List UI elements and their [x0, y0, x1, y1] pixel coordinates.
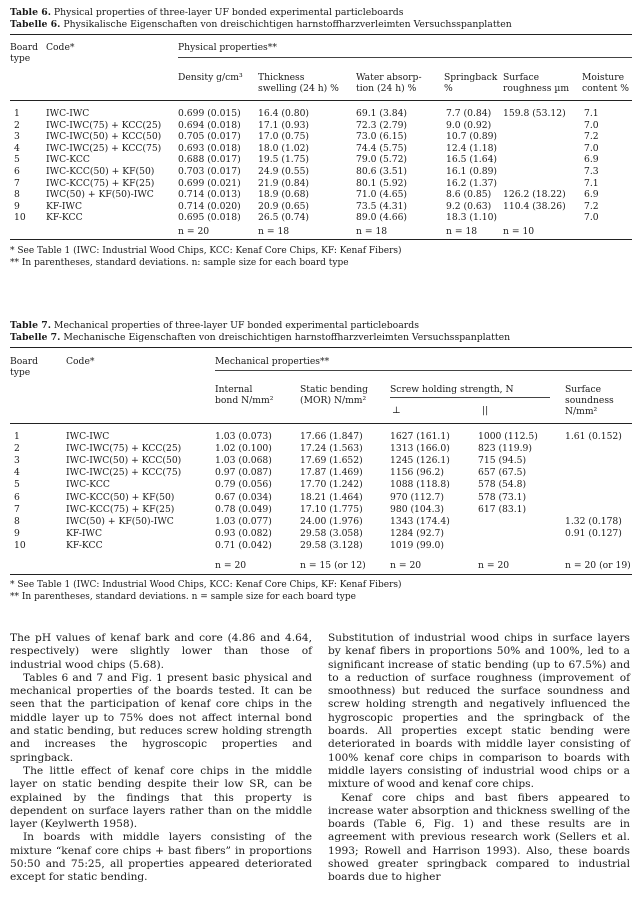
table7-bottom-rule — [10, 574, 632, 575]
table6-head-density: Density g/cm³ — [178, 72, 243, 83]
table7-cell-no: 7 — [14, 503, 20, 515]
table7-cell-sound: 1.32 (0.178) — [565, 515, 622, 527]
table6-caption-de: Tabelle 6. Physikalische Eigenschaften von dreischichtigen harnstoffharzverleimten Versuchsspanplatten — [10, 19, 512, 30]
table6-cell-moist: 7.0 — [584, 212, 599, 224]
table6-footnote-2: ** In parentheses, standard deviations. n: sample size for each board type — [10, 258, 349, 268]
table7-screw-rule — [390, 397, 550, 398]
table6-cell-no: 1 — [14, 108, 20, 119]
table7-cell-par: 617 (83.1) — [478, 503, 527, 515]
table6-cell-swelling: 21.9 (0.84) — [258, 177, 310, 189]
table6-cell-moist: 7.1 — [584, 108, 599, 119]
table7-cell-mor: 18.21 (1.464) — [300, 491, 363, 503]
table6-head-rule — [10, 100, 632, 101]
table7-sample-size-par: n = 20 — [478, 560, 510, 571]
table6-cell-water: 69.1 (3.84) — [356, 108, 408, 119]
table6-caption-en: Table 6. Physical properties of three-layer UF bonded experimental particleboards — [10, 7, 404, 18]
table6-cell-moist: 7.0 — [584, 119, 599, 131]
table7-caption-de: Tabelle 7. Mechanische Eigenschaften von dreischichtigen harnstoffharzverleimten Versuchsspanplatten — [10, 332, 511, 343]
table7-cell-par: 823 (119.9) — [478, 443, 532, 455]
table6-cell-no: 8 — [14, 189, 20, 201]
table7-cell-ib: 1.03 (0.068) — [215, 455, 272, 467]
table7-cell-code: IWC-KCC(75) + KF(25) — [66, 503, 175, 515]
table6-cell-swelling: 16.4 (0.80) — [258, 108, 310, 119]
table6-cell-moist: 7.0 — [584, 142, 599, 154]
table7-cell-code: IWC-IWC — [66, 431, 110, 442]
table6-cell-rough: 110.4 (38.26) — [503, 200, 566, 212]
table7-cell-ib: 0.67 (0.034) — [215, 491, 272, 503]
table7-cell-ib: 0.93 (0.082) — [215, 527, 272, 539]
table7-top-rule — [10, 347, 632, 348]
table6-cell-no: 3 — [14, 131, 20, 143]
table7-cell-no: 4 — [14, 467, 20, 479]
table7-head-rule — [10, 423, 632, 424]
table7-cell-code: IWC(50) + KF(50)-IWC — [66, 515, 174, 527]
table7-footnote-1: * See Table 1 (IWC: Industrial Wood Chips, KCC: Kenaf Core Chips, KF: Kenaf Fibers) — [10, 580, 402, 590]
table7-cell-mor: 17.66 (1.847) — [300, 431, 363, 442]
table6-cell-code: KF-IWC — [46, 200, 83, 212]
table7-cell-perp: 1088 (118.8) — [390, 479, 450, 491]
table7-sample-size-sound: n = 20 (or 19) — [565, 560, 631, 571]
table6-cell-moist: 6.9 — [584, 154, 599, 166]
table6-cell-spring: 18.3 (1.10) — [446, 212, 498, 224]
table7-cell-ib: 0.78 (0.049) — [215, 503, 272, 515]
paragraph: Kenaf core chips and bast fibers appeared to increase water absorption and thickness swelling of the boards (Table 6, Fig. 1) and these results are in agreement with previous research work (Sellers et al. 1993; Rowell and Harrison 1993). Also, these boards showed greater springback compared to industrial boards due to higher — [328, 791, 630, 884]
table7-cell-no: 8 — [14, 515, 20, 527]
table7-cell-code: IWC-IWC(75) + KCC(25) — [66, 443, 182, 455]
table6-cell-code: IWC-IWC(50) + KCC(50) — [46, 131, 162, 143]
table6-cell-spring: 16.1 (0.89) — [446, 166, 498, 177]
table7-head-group: Mechanical properties** — [215, 356, 330, 367]
table7-cell-no: 5 — [14, 479, 20, 491]
table6-cell-density: 0.705 (0.017) — [178, 131, 241, 143]
table6-cell-swelling: 17.1 (0.93) — [258, 119, 310, 131]
table6-cell-moist: 7.3 — [584, 166, 599, 177]
table6-cell-swelling: 19.5 (1.75) — [258, 154, 310, 166]
table6-cell-no: 2 — [14, 119, 20, 131]
table7-cell-no: 6 — [14, 491, 20, 503]
paragraph: Substitution of industrial wood chips in surface layers by kenaf fibers in proportions 50% and 100%, led to a significant increase of static bending (up to 67.5%) and to a reduction of surface roughness (improvement of smoothness) but reduced the surface soundness and screw holding strength and negatively influenced the hygroscopic properties and the springback of the boards. All properties except static bending were deteriorated in boards with middle layer consisting of 100% kenaf core chips in comparison to boards with middle layers consisting of industrial wood chips or a mixture of wood and kenaf core chips. — [328, 632, 630, 791]
table7-cell-par: 578 (54.8) — [478, 479, 527, 491]
table6-cell-rough: 159.8 (53.12) — [503, 108, 566, 119]
table7-cell-no: 9 — [14, 527, 20, 539]
table6-cell-no: 6 — [14, 166, 20, 177]
table7-cell-code: KF-IWC — [66, 527, 103, 539]
table7-cell-perp: 1284 (92.7) — [390, 527, 444, 539]
table6-cell-moist: 7.1 — [584, 177, 599, 189]
table6-cell-code: IWC-IWC(25) + KCC(75) — [46, 142, 162, 154]
table6-cell-spring: 12.4 (1.18) — [446, 142, 498, 154]
table7-cell-no: 10 — [14, 539, 26, 551]
table7-cell-ib: 0.79 (0.056) — [215, 479, 272, 491]
table6-cell-water: 80.6 (3.51) — [356, 166, 408, 177]
table7-cell-no: 3 — [14, 455, 20, 467]
body-column-left — [10, 632, 312, 885]
table7-cell-perp: 1019 (99.0) — [390, 539, 444, 551]
table6-sample-size-rough: n = 10 — [503, 225, 535, 237]
table7-cell-par: 578 (73.1) — [478, 491, 527, 503]
table6-cell-moist: 7.2 — [584, 131, 599, 143]
table7-head-par: || — [482, 405, 489, 416]
table7-cell-code: IWC-IWC(25) + KCC(75) — [66, 467, 182, 479]
table6-head-code: Code* — [46, 42, 75, 53]
table6-cell-swelling: 26.5 (0.74) — [258, 212, 310, 224]
table6-cell-code: IWC(50) + KF(50)-IWC — [46, 189, 154, 201]
table6-cell-density: 0.714 (0.013) — [178, 189, 241, 201]
table7-cell-perp: 1313 (166.0) — [390, 443, 450, 455]
table6-head-group: Physical properties** — [178, 42, 277, 53]
table6-cell-density: 0.714 (0.020) — [178, 200, 241, 212]
table6-footnote-1: * See Table 1 (IWC: Industrial Wood Chips, KCC: Kenaf Core Chips, KF: Kenaf Fibers) — [10, 246, 402, 256]
table7-cell-ib: 0.71 (0.042) — [215, 539, 272, 551]
table6-sample-size-water: n = 18 — [356, 225, 388, 237]
table7-head-mor: Static bending (MOR) N/mm² — [300, 384, 369, 407]
table7-sample-size-ib: n = 20 — [215, 560, 247, 571]
table7-head-ib: Internal bond N/mm² — [215, 384, 274, 407]
table6-cell-code: IWC-IWC(75) + KCC(25) — [46, 119, 162, 131]
table7-cell-ib: 1.03 (0.077) — [215, 515, 272, 527]
table7-cell-perp: 1343 (174.4) — [390, 515, 450, 527]
table6-sample-size-spring: n = 18 — [446, 225, 478, 237]
table7-cell-ib: 0.97 (0.087) — [215, 467, 272, 479]
table7-cell-code: IWC-KCC — [66, 479, 110, 491]
table6-cell-no: 4 — [14, 142, 20, 154]
table7-cell-perp: 1627 (161.1) — [390, 431, 450, 442]
table7-cell-sound: 0.91 (0.127) — [565, 527, 622, 539]
table6-cell-spring: 16.5 (1.64) — [446, 154, 498, 166]
table7-cell-mor: 17.87 (1.469) — [300, 467, 363, 479]
table7-cell-ib: 1.02 (0.100) — [215, 443, 272, 455]
table7-cell-mor: 24.00 (1.976) — [300, 515, 363, 527]
table6-top-rule — [10, 34, 632, 35]
table7-cell-perp: 970 (112.7) — [390, 491, 444, 503]
table6-head-rough: Surface roughness µm — [503, 72, 570, 95]
table7-head-code: Code* — [66, 356, 95, 367]
table6-cell-code: IWC-KCC(75) + KF(25) — [46, 177, 155, 189]
table6-cell-no: 7 — [14, 177, 20, 189]
table7-cell-code: KF-KCC — [66, 539, 103, 551]
table7-sample-size-perp: n = 20 — [390, 560, 422, 571]
table6-cell-spring: 8.6 (0.85) — [446, 189, 492, 201]
table6-cell-code: IWC-KCC — [46, 154, 90, 166]
table7-cell-perp: 1156 (96.2) — [390, 467, 444, 479]
paragraph: The pH values of kenaf bark and core (4.86 and 4.64, respectively) were slightly lower than those of industrial wood chips (5.68). — [10, 632, 312, 671]
table6-head-water: Water absorp- tion (24 h) % — [356, 72, 422, 95]
table7-cell-mor: 29.58 (3.128) — [300, 539, 363, 551]
table7-cell-mor: 17.70 (1.242) — [300, 479, 363, 491]
table6-cell-density: 0.699 (0.021) — [178, 177, 241, 189]
table6-cell-water: 73.5 (4.31) — [356, 200, 408, 212]
table6-cell-water: 74.4 (5.75) — [356, 142, 408, 154]
table6-cell-density: 0.693 (0.018) — [178, 142, 241, 154]
table6-cell-water: 71.0 (4.65) — [356, 189, 408, 201]
table7-cell-perp: 980 (104.3) — [390, 503, 444, 515]
table7-cell-code: IWC-IWC(50) + KCC(50) — [66, 455, 182, 467]
table6-cell-code: KF-KCC — [46, 212, 83, 224]
table7-cell-mor: 17.10 (1.775) — [300, 503, 363, 515]
table6-cell-water: 89.0 (4.66) — [356, 212, 408, 224]
table6-cell-spring: 9.2 (0.63) — [446, 200, 492, 212]
table6-cell-moist: 7.2 — [584, 200, 599, 212]
table7-footnote-2: ** In parentheses, standard deviations. n = sample size for each board type — [10, 592, 356, 602]
body-column-right — [328, 632, 630, 885]
table6-cell-spring: 9.0 (0.92) — [446, 119, 492, 131]
table7-cell-mor: 17.69 (1.652) — [300, 455, 363, 467]
table7-cell-code: IWC-KCC(50) + KF(50) — [66, 491, 175, 503]
table6-cell-spring: 10.7 (0.89) — [446, 131, 498, 143]
table6-cell-no: 9 — [14, 200, 20, 212]
table7-cell-perp: 1245 (126.1) — [390, 455, 450, 467]
table6-cell-spring: 7.7 (0.84) — [446, 108, 492, 119]
paragraph: Tables 6 and 7 and Fig. 1 present basic physical and mechanical properties of the boards tested. It can be seen that the participation of kenaf core chips in the middle layer up to 75% does not affect internal bond and static bending, but reduces screw holding strength and increases the hygroscopic properties and springback. — [10, 671, 312, 764]
table6-bottom-rule — [10, 239, 632, 240]
table6-cell-swelling: 17.0 (0.75) — [258, 131, 310, 143]
table7-cell-mor: 17.24 (1.563) — [300, 443, 363, 455]
table6-head-moist: Moisture content % — [582, 72, 629, 95]
table6-cell-rough: 126.2 (18.22) — [503, 189, 566, 201]
table6-cell-swelling: 18.0 (1.02) — [258, 142, 310, 154]
paragraph: The little effect of kenaf core chips in the middle layer on static bending despite their low SR, can be explained by the findings that this property is dependent on surface layers rather than on the middle layer (Keylwerth 1958). — [10, 764, 312, 831]
table6-cell-density: 0.703 (0.017) — [178, 166, 241, 177]
table7-cell-no: 2 — [14, 443, 20, 455]
table7-caption-en: Table 7. Mechanical properties of three-layer UF bonded experimental particleboards — [10, 320, 419, 331]
table6-head-swelling: Thickness swelling (24 h) % — [258, 72, 339, 95]
table7-cell-par: 1000 (112.5) — [478, 431, 538, 442]
table6-cell-swelling: 18.9 (0.68) — [258, 189, 310, 201]
table6-cell-code: IWC-KCC(50) + KF(50) — [46, 166, 155, 177]
table7-head-board: Board type — [10, 356, 39, 379]
table6-cell-water: 80.1 (5.92) — [356, 177, 408, 189]
table6-head-board: Board type — [10, 42, 39, 65]
table6-cell-swelling: 24.9 (0.55) — [258, 166, 310, 177]
table6-cell-density: 0.688 (0.017) — [178, 154, 241, 166]
table7-sample-size-mor: n = 15 (or 12) — [300, 560, 366, 571]
table6-sample-size-swelling: n = 18 — [258, 225, 290, 237]
table7-group-rule — [215, 370, 632, 371]
table7-head-perp: ⊥ — [392, 405, 401, 416]
table6-cell-density: 0.699 (0.015) — [178, 108, 241, 119]
table6-cell-water: 72.3 (2.79) — [356, 119, 408, 131]
table7-cell-ib: 1.03 (0.073) — [215, 431, 272, 442]
table6-group-rule — [178, 57, 632, 58]
table6-cell-swelling: 20.9 (0.65) — [258, 200, 310, 212]
table7-cell-mor: 29.58 (3.058) — [300, 527, 363, 539]
paragraph: In boards with middle layers consisting of the mixture “kenaf core chips + bast fibers” in proportions 50:50 and 75:25, all properties appeared deteriorated except for static bending. — [10, 831, 312, 884]
table6-cell-moist: 6.9 — [584, 189, 599, 201]
table6-cell-density: 0.694 (0.018) — [178, 119, 241, 131]
table7-cell-par: 715 (94.5) — [478, 455, 527, 467]
table6-cell-water: 79.0 (5.72) — [356, 154, 408, 166]
table6-sample-size-density: n = 20 — [178, 225, 210, 237]
table7-cell-no: 1 — [14, 431, 20, 442]
table6-cell-no: 5 — [14, 154, 20, 166]
table6-cell-water: 73.0 (6.15) — [356, 131, 408, 143]
table7-cell-par: 657 (67.5) — [478, 467, 527, 479]
table7-head-sound: Surface soundness N/mm² — [565, 384, 614, 418]
table6-cell-no: 10 — [14, 212, 26, 224]
table6-head-spring: Springback % — [444, 72, 498, 95]
table6-cell-code: IWC-IWC — [46, 108, 90, 119]
table7-cell-sound: 1.61 (0.152) — [565, 431, 622, 442]
table7-head-screw: Screw holding strength, N — [390, 384, 514, 395]
table6-cell-spring: 16.2 (1.37) — [446, 177, 498, 189]
table6-cell-density: 0.695 (0.018) — [178, 212, 241, 224]
